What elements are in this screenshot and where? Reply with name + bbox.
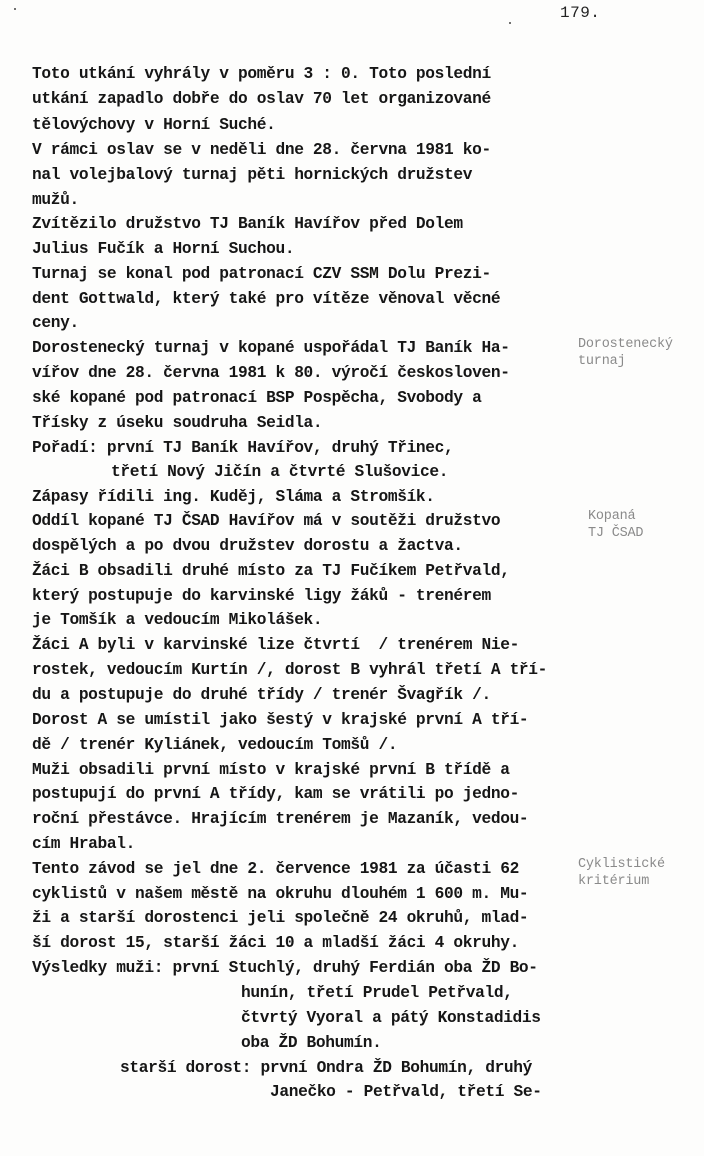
text-line: Pořadí: první TJ Baník Havířov, druhý Třinec,: [32, 439, 454, 457]
text-line: cyklistů v našem městě na okruhu dlouhém 1 600 m. Mu-: [32, 885, 529, 903]
text-line: V rámci oslav se v neděli dne 28. června 1981 ko-: [32, 141, 491, 159]
text-line: ské kopané pod patronací BSP Pospěcha, Svobody a: [32, 389, 482, 407]
text-line: ší dorost 15, starší žáci 10 a mladší žáci 4 okruhy.: [32, 934, 519, 952]
text-line: dě / trenér Kyliánek, vedoucím Tomšů /.: [32, 736, 398, 754]
text-line: dospělých a po dvou družstev dorostu a žactva.: [32, 537, 463, 555]
text-line: Zápasy řídili ing. Kuděj, Sláma a Stromšík.: [32, 488, 435, 506]
page-number: 179.: [560, 4, 601, 22]
text-line: mužů.: [32, 191, 79, 209]
text-line: Julius Fučík a Horní Suchou.: [32, 240, 295, 258]
text-line: du a postupuje do druhé třídy / trenér Švagřík /.: [32, 686, 491, 704]
text-line: utkání zapadlo dobře do oslav 70 let organizované: [32, 90, 491, 108]
margin-note-line: kritérium: [578, 874, 650, 889]
text-line: rostek, vedoucím Kurtín /, dorost B vyhrál třetí A tří-: [32, 661, 548, 679]
margin-note-line: TJ ČSAD: [588, 526, 644, 541]
text-line: starší dorost: první Ondra ŽD Bohumín, druhý: [120, 1059, 533, 1077]
text-line: Dorost A se umístil jako šestý v krajské první A tří-: [32, 711, 529, 729]
margin-note-line: turnaj: [578, 354, 626, 369]
text-line: roční přestávce. Hrajícím trenérem je Mazaník, vedou-: [32, 810, 529, 828]
text-line: Zvítězilo družstvo TJ Baník Havířov před Dolem: [32, 215, 463, 233]
text-line: třetí Nový Jičín a čtvrté Slušovice.: [111, 463, 449, 481]
text-line: Třísky z úseku soudruha Seidla.: [32, 414, 323, 432]
text-line: Žáci A byli v karvinské lize čtvrtí / trenérem Nie-: [32, 636, 519, 654]
text-line: Dorostenecký turnaj v kopané uspořádal TJ Baník Ha-: [32, 339, 510, 357]
text-line: Oddíl kopané TJ ČSAD Havířov má v soutěži družstvo: [32, 512, 501, 530]
text-line: tělovýchovy v Horní Suché.: [32, 116, 276, 134]
text-line: který postupuje do karvinské ligy žáků - trenérem: [32, 587, 491, 605]
paper-speck: [14, 8, 16, 10]
text-line: Toto utkání vyhrály v poměru 3 : 0. Toto poslední: [32, 65, 491, 83]
text-line: cím Hrabal.: [32, 835, 136, 853]
text-line: Turnaj se konal pod patronací CZV SSM Dolu Prezi-: [32, 265, 491, 283]
text-line: dent Gottwald, který také pro vítěze věnoval věcné: [32, 290, 501, 308]
text-line: nal volejbalový turnaj pěti hornických družstev: [32, 166, 473, 184]
text-line: Žáci B obsadili druhé místo za TJ Fučíkem Petřvald,: [32, 562, 510, 580]
text-line: ži a starší dorostenci jeli společně 24 okruhů, mlad-: [32, 909, 529, 927]
text-line: je Tomšík a vedoucím Mikolášek.: [32, 611, 323, 629]
paper-speck: [509, 22, 511, 24]
text-line: hunín, třetí Prudel Petřvald,: [241, 984, 513, 1002]
text-line: Muži obsadili první místo v krajské první B třídě a: [32, 761, 510, 779]
margin-note-line: Cyklistické: [578, 857, 665, 872]
text-line: postupují do první A třídy, kam se vrátili po jedno-: [32, 785, 519, 803]
text-line: oba ŽD Bohumín.: [241, 1034, 382, 1052]
text-line: Výsledky muži: první Stuchlý, druhý Ferdián oba ŽD Bo-: [32, 959, 538, 977]
text-line: ceny.: [32, 314, 79, 332]
text-line: Tento závod se jel dne 2. července 1981 za účasti 62: [32, 860, 519, 878]
margin-note-line: Kopaná: [588, 509, 636, 524]
text-line: čtvrtý Vyoral a pátý Konstadidis: [241, 1009, 541, 1027]
text-line: vířov dne 28. června 1981 k 80. výročí českosloven-: [32, 364, 510, 382]
margin-note-line: Dorostenecký: [578, 337, 673, 352]
text-line: Janečko - Petřvald, třetí Se-: [270, 1083, 542, 1101]
